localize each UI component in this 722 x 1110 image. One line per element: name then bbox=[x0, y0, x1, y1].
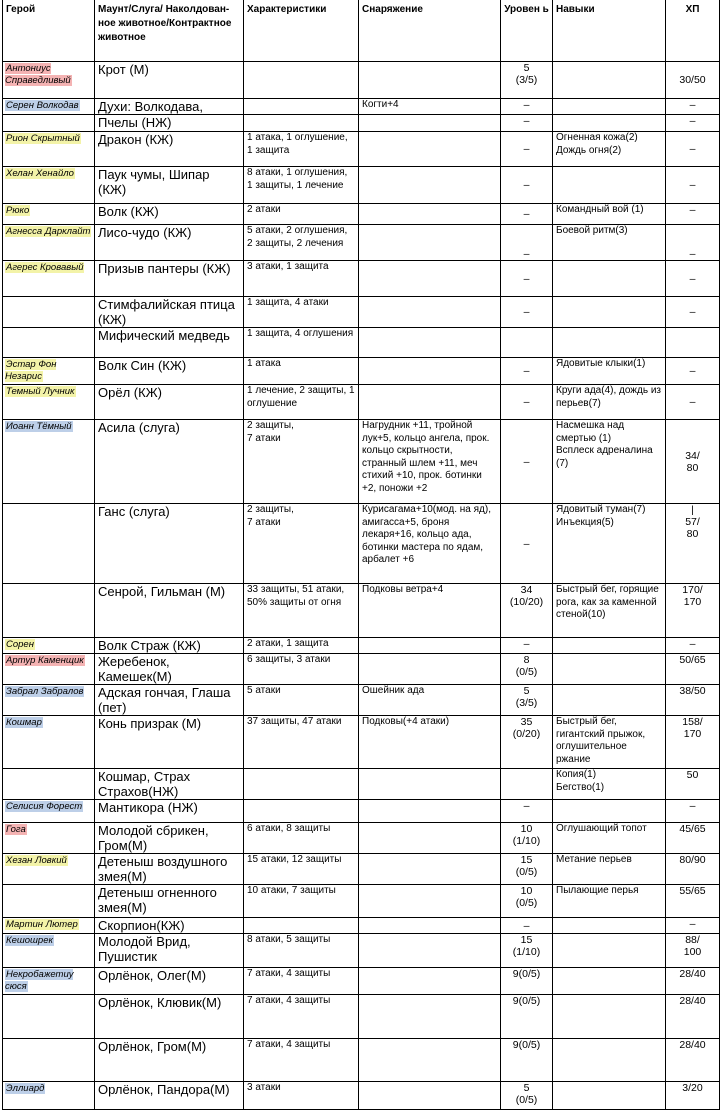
skills-cell: Быстрый бег, горящие рога, как за каменной стеной(10) bbox=[553, 584, 666, 638]
table-row bbox=[3, 918, 720, 934]
gear-cell: Подковы(+4 атаки) bbox=[359, 716, 501, 769]
header-gear: Снаряжение bbox=[359, 0, 501, 62]
hero-name: Антониус Справедливый bbox=[5, 63, 71, 86]
level-cell: 8 (0/5) bbox=[501, 654, 553, 685]
level-cell: – bbox=[501, 918, 553, 934]
stats-cell: 15 атаки, 12 защиты bbox=[244, 854, 359, 885]
level-cell: 10 (0/5) bbox=[501, 885, 553, 918]
skills-cell bbox=[553, 1082, 666, 1110]
hero-name: Кешошрек bbox=[6, 935, 53, 946]
table-row bbox=[3, 225, 720, 261]
hero-cell bbox=[3, 654, 95, 685]
hero-cell bbox=[3, 800, 95, 823]
gear-cell bbox=[359, 261, 501, 297]
level-cell: – bbox=[501, 115, 553, 132]
hero-cell bbox=[3, 854, 95, 885]
hp-cell: – bbox=[666, 800, 720, 823]
header-row bbox=[3, 0, 720, 62]
table-row bbox=[3, 420, 720, 504]
header-stats: Характеристики bbox=[244, 0, 359, 62]
level-cell: – bbox=[501, 132, 553, 167]
header-hp: ХП bbox=[666, 0, 720, 62]
gear-cell bbox=[359, 1082, 501, 1110]
table-row bbox=[3, 654, 720, 685]
skills-cell bbox=[553, 685, 666, 716]
level-cell: – bbox=[501, 800, 553, 823]
gear-cell bbox=[359, 328, 501, 358]
stats-cell: 6 защиты, 3 атаки bbox=[244, 654, 359, 685]
stats-cell: 1 лечение, 2 защиты, 1 оглушение bbox=[244, 385, 359, 420]
hero-cell bbox=[3, 995, 95, 1039]
gear-cell: Ошейник ада bbox=[359, 685, 501, 716]
skills-cell: Метание перьев bbox=[553, 854, 666, 885]
hero-name: Гога bbox=[6, 824, 26, 835]
hero-name: Забрал Забралов bbox=[6, 686, 84, 697]
hero-cell bbox=[3, 769, 95, 800]
mount-cell: Скорпион(КЖ) bbox=[95, 918, 244, 934]
hp-cell: – bbox=[666, 167, 720, 204]
hp-cell: – bbox=[666, 918, 720, 934]
mount-cell: Орлёнок, Гром(М) bbox=[95, 1039, 244, 1082]
skills-cell: Боевой ритм(3) bbox=[553, 225, 666, 261]
hp-cell: 28/40 bbox=[666, 1039, 720, 1082]
stats-cell bbox=[244, 918, 359, 934]
table-row bbox=[3, 638, 720, 654]
hero-name: Хелан Хенайло bbox=[6, 168, 74, 179]
skills-cell: Ядовитые клыки(1) bbox=[553, 358, 666, 385]
skills-cell: Быстрый бег, гигантский прыжок, оглушительное ржание bbox=[553, 716, 666, 769]
level-cell: 15 (0/5) bbox=[501, 854, 553, 885]
header-mount: Маунт/Слуга/ Накoлдован-ное животное/Контрактное животное bbox=[95, 0, 244, 62]
hero-name: Агнесса Дарклайт bbox=[6, 226, 91, 237]
hero-cell bbox=[3, 62, 95, 99]
hero-name: Эллиард bbox=[6, 1083, 45, 1094]
stats-cell: 7 атаки, 4 защиты bbox=[244, 1039, 359, 1082]
gear-cell bbox=[359, 885, 501, 918]
hero-cell bbox=[3, 225, 95, 261]
level-cell: 34 (10/20) bbox=[501, 584, 553, 638]
stats-cell: 2 атаки, 1 защита bbox=[244, 638, 359, 654]
hp-cell: – bbox=[666, 358, 720, 385]
gear-cell bbox=[359, 638, 501, 654]
hero-name: Мартин Лютер bbox=[6, 919, 78, 930]
hp-cell: 55/65 bbox=[666, 885, 720, 918]
stats-cell bbox=[244, 800, 359, 823]
hero-cell bbox=[3, 328, 95, 358]
level-cell: – bbox=[501, 225, 553, 261]
skills-cell bbox=[553, 1039, 666, 1082]
table-row bbox=[3, 769, 720, 800]
stats-cell: 5 атаки bbox=[244, 685, 359, 716]
table-row bbox=[3, 823, 720, 854]
hero-name: Темный Лучник bbox=[6, 386, 75, 397]
mount-cell: Волк Страж (КЖ) bbox=[95, 638, 244, 654]
gear-cell bbox=[359, 132, 501, 167]
skills-cell bbox=[553, 297, 666, 328]
hp-cell: 45/65 bbox=[666, 823, 720, 854]
stats-cell: 5 атаки, 2 оглушения, 2 защиты, 2 лечения bbox=[244, 225, 359, 261]
hero-name: Кошмар bbox=[6, 717, 42, 728]
skills-cell: Копия(1) Бегство(1) bbox=[553, 769, 666, 800]
mount-cell: Орёл (КЖ) bbox=[95, 385, 244, 420]
table-row bbox=[3, 261, 720, 297]
hero-cell bbox=[3, 99, 95, 115]
hp-cell: 28/40 bbox=[666, 968, 720, 995]
level-cell: – bbox=[501, 504, 553, 584]
skills-cell bbox=[553, 638, 666, 654]
table-row bbox=[3, 1082, 720, 1110]
stats-cell: 3 атаки bbox=[244, 1082, 359, 1110]
level-cell: – bbox=[501, 385, 553, 420]
level-cell: 5 (3/5) bbox=[501, 62, 553, 99]
level-cell: 5 (3/5) bbox=[501, 685, 553, 716]
level-cell: – bbox=[501, 99, 553, 115]
gear-cell bbox=[359, 769, 501, 800]
hero-cell bbox=[3, 358, 95, 385]
table-row bbox=[3, 385, 720, 420]
mount-cell: Стимфалийская птица (КЖ) bbox=[95, 297, 244, 328]
hero-cell bbox=[3, 934, 95, 968]
hero-cell bbox=[3, 504, 95, 584]
table-row bbox=[3, 716, 720, 769]
mount-cell: Паук чумы, Шипар (КЖ) bbox=[95, 167, 244, 204]
gear-cell bbox=[359, 1039, 501, 1082]
skills-cell bbox=[553, 918, 666, 934]
level-cell: 10 (1/10) bbox=[501, 823, 553, 854]
level-cell: 15 (1/10) bbox=[501, 934, 553, 968]
gear-cell bbox=[359, 385, 501, 420]
gear-cell bbox=[359, 823, 501, 854]
mount-cell: Крот (М) bbox=[95, 62, 244, 99]
hp-cell: – bbox=[666, 385, 720, 420]
hero-name: Артур Каменщик bbox=[6, 655, 84, 666]
hero-cell bbox=[3, 261, 95, 297]
hero-name: Селисия Форест bbox=[6, 801, 83, 812]
hp-cell: 30/50 bbox=[666, 62, 720, 99]
stats-cell bbox=[244, 62, 359, 99]
hp-cell: 34/ 80 bbox=[666, 420, 720, 504]
skills-cell bbox=[553, 99, 666, 115]
table-row bbox=[3, 328, 720, 358]
hp-cell: 38/50 bbox=[666, 685, 720, 716]
table-row bbox=[3, 62, 720, 99]
mount-cell: Орлёнок, Олег(М) bbox=[95, 968, 244, 995]
gear-cell bbox=[359, 800, 501, 823]
table-row bbox=[3, 297, 720, 328]
gear-cell: Курисагама+10(мод. на яд), амигасса+5, броня лекаря+16, кольцо ада, ботинки мастера по ядам, арбалет +6 bbox=[359, 504, 501, 584]
hero-name: Серен Волкодав bbox=[6, 100, 79, 111]
hero-cell bbox=[3, 638, 95, 654]
hero-cell bbox=[3, 885, 95, 918]
table-row bbox=[3, 995, 720, 1039]
level-cell: – bbox=[501, 204, 553, 225]
gear-cell: Нагрудник +11, тройной лук+5, кольцо ангела, прок. кольцо скрытности, странный шлем +11, меч стихий +10, прок. ботинки +2, поножи +2 bbox=[359, 420, 501, 504]
table-row bbox=[3, 584, 720, 638]
hp-cell: – bbox=[666, 225, 720, 261]
hp-cell: | 57/ 80 bbox=[666, 504, 720, 584]
hp-cell: – bbox=[666, 204, 720, 225]
mount-cell: Асила (слуга) bbox=[95, 420, 244, 504]
hero-cell bbox=[3, 1039, 95, 1082]
mount-cell: Лисо-чудо (КЖ) bbox=[95, 225, 244, 261]
hp-cell: – bbox=[666, 115, 720, 132]
stats-cell bbox=[244, 115, 359, 132]
hero-cell bbox=[3, 204, 95, 225]
stats-cell: 6 атаки, 8 защиты bbox=[244, 823, 359, 854]
skills-cell bbox=[553, 261, 666, 297]
skills-cell bbox=[553, 995, 666, 1039]
skills-cell bbox=[553, 800, 666, 823]
level-cell: – bbox=[501, 167, 553, 204]
table-row bbox=[3, 685, 720, 716]
level-cell: – bbox=[501, 420, 553, 504]
hp-cell: 88/ 100 bbox=[666, 934, 720, 968]
hp-cell bbox=[666, 328, 720, 358]
gear-cell bbox=[359, 167, 501, 204]
mount-cell: Конь призрак (М) bbox=[95, 716, 244, 769]
level-cell: – bbox=[501, 261, 553, 297]
level-cell bbox=[501, 328, 553, 358]
mount-cell: Орлёнок, Клювик(М) bbox=[95, 995, 244, 1039]
table-row bbox=[3, 800, 720, 823]
gear-cell bbox=[359, 854, 501, 885]
mount-cell: Молодой сбрикен, Гром(М) bbox=[95, 823, 244, 854]
mount-cell: Духи: Волкодава, bbox=[95, 99, 244, 115]
table-row bbox=[3, 115, 720, 132]
stats-cell: 2 защиты, 7 атаки bbox=[244, 420, 359, 504]
mount-cell: Орлёнок, Пандора(М) bbox=[95, 1082, 244, 1110]
skills-cell: Оглушающий топот bbox=[553, 823, 666, 854]
gear-cell bbox=[359, 62, 501, 99]
hp-cell: 80/90 bbox=[666, 854, 720, 885]
hero-name: Эстар Фон Незарис bbox=[5, 359, 57, 382]
skills-cell bbox=[553, 62, 666, 99]
hero-cell bbox=[3, 385, 95, 420]
hero-cell bbox=[3, 1082, 95, 1110]
header-hero: Герой bbox=[3, 0, 95, 62]
gear-cell bbox=[359, 225, 501, 261]
stats-cell: 7 атаки, 4 защиты bbox=[244, 968, 359, 995]
hero-cell bbox=[3, 685, 95, 716]
stats-cell: 1 атака bbox=[244, 358, 359, 385]
mount-cell: Дракон (КЖ) bbox=[95, 132, 244, 167]
stats-cell: 2 атаки bbox=[244, 204, 359, 225]
mount-cell: Адская гончая, Глаша (пет) bbox=[95, 685, 244, 716]
gear-cell bbox=[359, 358, 501, 385]
skills-cell bbox=[553, 115, 666, 132]
mount-cell: Мифический медведь bbox=[95, 328, 244, 358]
hero-cell bbox=[3, 716, 95, 769]
table-row bbox=[3, 132, 720, 167]
gear-cell bbox=[359, 654, 501, 685]
stats-cell: 37 защиты, 47 атаки bbox=[244, 716, 359, 769]
hero-cell bbox=[3, 584, 95, 638]
hp-cell: – bbox=[666, 99, 720, 115]
hero-cell bbox=[3, 115, 95, 132]
level-cell: – bbox=[501, 297, 553, 328]
mount-cell: Молодой Врид, Пушистик bbox=[95, 934, 244, 968]
level-cell: 5 (0/5) bbox=[501, 1082, 553, 1110]
level-cell bbox=[501, 769, 553, 800]
mount-cell: Волк Син (КЖ) bbox=[95, 358, 244, 385]
hero-name: Рион Скрытный bbox=[6, 133, 80, 144]
mount-cell: Призыв пантеры (КЖ) bbox=[95, 261, 244, 297]
mount-cell: Волк (КЖ) bbox=[95, 204, 244, 225]
hp-cell: – bbox=[666, 261, 720, 297]
stats-cell: 1 атака, 1 оглушение, 1 защита bbox=[244, 132, 359, 167]
stats-cell: 3 атаки, 1 защита bbox=[244, 261, 359, 297]
hero-name: Рюко bbox=[6, 205, 30, 216]
gear-cell: Когти+4 bbox=[359, 99, 501, 115]
stats-cell: 10 атаки, 7 защиты bbox=[244, 885, 359, 918]
level-cell: – bbox=[501, 358, 553, 385]
table-row bbox=[3, 99, 720, 115]
level-cell: 35 (0/20) bbox=[501, 716, 553, 769]
hero-cell bbox=[3, 823, 95, 854]
gear-cell bbox=[359, 968, 501, 995]
table-row bbox=[3, 854, 720, 885]
mount-cell: Кошмар, Страх Страхов(НЖ) bbox=[95, 769, 244, 800]
stats-cell: 7 атаки, 4 защиты bbox=[244, 995, 359, 1039]
hero-cell bbox=[3, 132, 95, 167]
hp-cell: – bbox=[666, 132, 720, 167]
header-level: Уровен ь bbox=[501, 0, 553, 62]
stats-cell: 8 атаки, 5 защиты bbox=[244, 934, 359, 968]
mount-cell: Сенрой, Гильман (М) bbox=[95, 584, 244, 638]
table-row bbox=[3, 968, 720, 995]
table-row bbox=[3, 885, 720, 918]
hero-name: Агерес Кровавый bbox=[6, 262, 84, 273]
stats-cell bbox=[244, 769, 359, 800]
stats-cell: 33 защиты, 51 атаки, 50% защиты от огня bbox=[244, 584, 359, 638]
stats-cell: 8 атаки, 1 оглушения, 1 защиты, 1 лечение bbox=[244, 167, 359, 204]
skills-cell: Насмешка над смертью (1) Всплеск адреналина (7) bbox=[553, 420, 666, 504]
gear-cell bbox=[359, 297, 501, 328]
skills-cell: Круги ада(4), дождь из перьев(7) bbox=[553, 385, 666, 420]
skills-cell: Пылающие перья bbox=[553, 885, 666, 918]
mount-cell: Ганс (слуга) bbox=[95, 504, 244, 584]
gear-cell bbox=[359, 115, 501, 132]
hero-name: Сорен bbox=[6, 639, 34, 650]
stats-cell bbox=[244, 99, 359, 115]
skills-cell bbox=[553, 167, 666, 204]
level-cell: 9(0/5) bbox=[501, 1039, 553, 1082]
pets-table bbox=[2, 0, 720, 1110]
hero-cell bbox=[3, 968, 95, 995]
hero-name: Некробажетиу сюся bbox=[5, 969, 74, 992]
mount-cell: Мантикора (НЖ) bbox=[95, 800, 244, 823]
hp-cell: – bbox=[666, 638, 720, 654]
skills-cell bbox=[553, 654, 666, 685]
gear-cell bbox=[359, 934, 501, 968]
stats-cell: 1 защита, 4 оглушения bbox=[244, 328, 359, 358]
gear-cell bbox=[359, 204, 501, 225]
table-row bbox=[3, 934, 720, 968]
gear-cell bbox=[359, 995, 501, 1039]
mount-cell: Жеребенок, Камешек(М) bbox=[95, 654, 244, 685]
gear-cell bbox=[359, 918, 501, 934]
skills-cell bbox=[553, 328, 666, 358]
table-row bbox=[3, 1039, 720, 1082]
mount-cell: Пчелы (НЖ) bbox=[95, 115, 244, 132]
hp-cell: 3/20 bbox=[666, 1082, 720, 1110]
table-row bbox=[3, 204, 720, 225]
skills-cell: Командный вой (1) bbox=[553, 204, 666, 225]
table-row bbox=[3, 504, 720, 584]
skills-cell: Ядовитый туман(7) Инъекция(5) bbox=[553, 504, 666, 584]
hp-cell: 50/65 bbox=[666, 654, 720, 685]
skills-cell bbox=[553, 934, 666, 968]
stats-cell: 2 защиты, 7 атаки bbox=[244, 504, 359, 584]
header-skills: Навыки bbox=[553, 0, 666, 62]
level-cell: 9(0/5) bbox=[501, 995, 553, 1039]
mount-cell: Детеныш огненного змея(М) bbox=[95, 885, 244, 918]
table-row bbox=[3, 167, 720, 204]
gear-cell: Подковы ветра+4 bbox=[359, 584, 501, 638]
hp-cell: 50 bbox=[666, 769, 720, 800]
hp-cell: 170/ 170 bbox=[666, 584, 720, 638]
level-cell: 9(0/5) bbox=[501, 968, 553, 995]
skills-cell bbox=[553, 968, 666, 995]
mount-cell: Детеныш воздушного змея(М) bbox=[95, 854, 244, 885]
hero-cell bbox=[3, 167, 95, 204]
hero-cell bbox=[3, 420, 95, 504]
hero-cell bbox=[3, 297, 95, 328]
hp-cell: – bbox=[666, 297, 720, 328]
table-body bbox=[3, 62, 720, 1110]
hp-cell: 28/40 bbox=[666, 995, 720, 1039]
hero-name: Хезан Ловкий bbox=[6, 855, 67, 866]
hp-cell: 158/ 170 bbox=[666, 716, 720, 769]
hero-cell bbox=[3, 918, 95, 934]
hero-name: Иоанн Тёмный bbox=[6, 421, 72, 432]
stats-cell: 1 защита, 4 атаки bbox=[244, 297, 359, 328]
skills-cell: Огненная кожа(2) Дождь огня(2) bbox=[553, 132, 666, 167]
level-cell: – bbox=[501, 638, 553, 654]
table-row bbox=[3, 358, 720, 385]
